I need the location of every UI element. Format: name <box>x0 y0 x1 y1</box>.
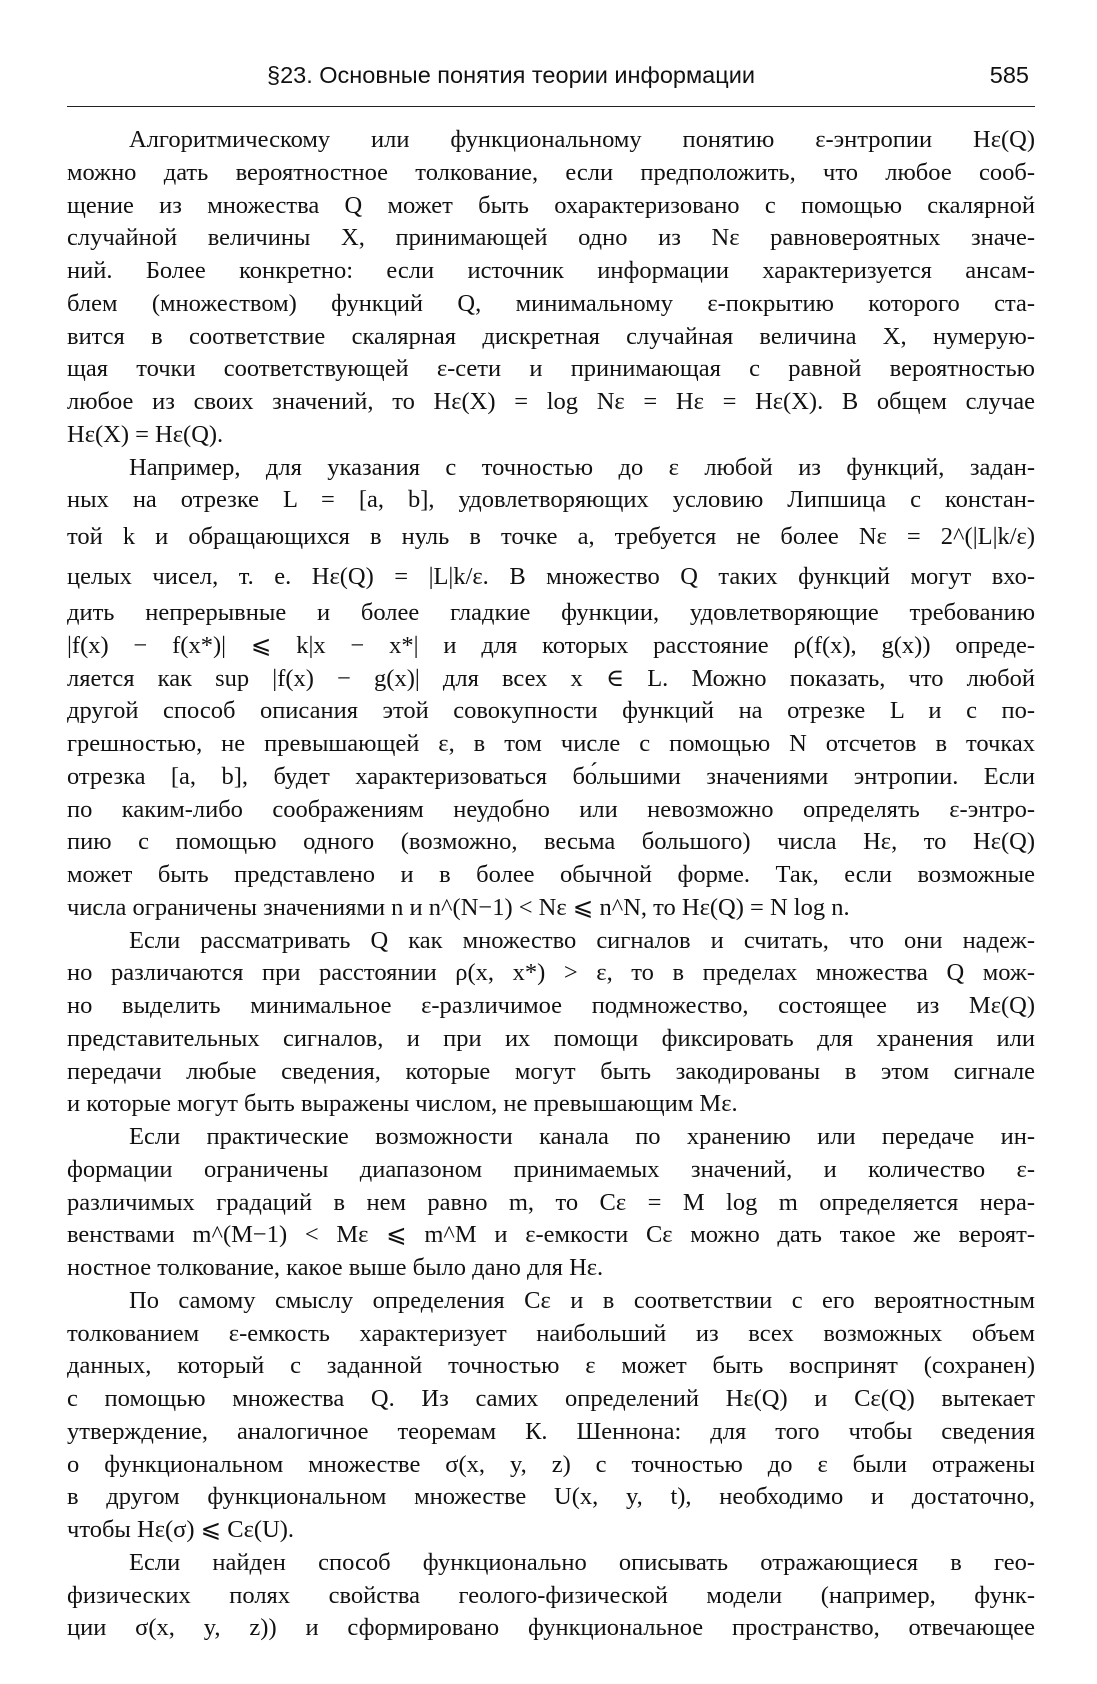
section-title: §23. Основные понятия теории информации <box>267 62 755 88</box>
text-line: другой способ описания этой совокупности функций на отрезке L и с по- <box>67 697 1035 725</box>
text-line: грешностью, не превышающей ε, в том числе с помощью N отсчетов в точках <box>67 730 1035 757</box>
text-line: в другом функциональном множестве U(x, y, t), необходимо и достаточно, <box>67 1483 1035 1511</box>
text-line: ностное толкование, какое выше было дано для Hε. <box>67 1254 604 1281</box>
text-line: о функциональном множестве σ(x, y, z) с точностью до ε были отражены <box>67 1450 1035 1478</box>
text-line: По самому смыслу определения Cε и в соответствии с его вероятностным <box>129 1286 1035 1314</box>
text-line: венствами m^(M−1) < Mε ⩽ m^M и ε-емкости Cε можно дать такое же вероят- <box>67 1221 1035 1249</box>
paragraph <box>67 1121 1035 1285</box>
paragraph <box>67 1547 1035 1645</box>
text-line: щая точки соответствующей ε-сети и принимающая с равной вероятностью <box>67 355 1035 383</box>
running-header <box>67 60 1035 107</box>
text-line: Если найден способ функционально описывать отражающиеся в гео- <box>129 1548 1035 1576</box>
text-line: чтобы Hε(σ) ⩽ Cε(U). <box>67 1516 295 1543</box>
text-line: толкованием ε-емкость характеризует наибольший из всех возможных объем <box>67 1319 1035 1347</box>
text-line: данных, который с заданной точностью ε может быть воспринят (сохранен) <box>67 1352 1035 1380</box>
text-line: целых чисел, т. е. Hε(Q) = |L|k/ε. В множество Q таких функций могут вхо- <box>67 563 1035 590</box>
text-line: можно дать вероятностное толкование, если предположить, что любое сооб- <box>67 158 1035 186</box>
paragraph <box>67 124 1035 452</box>
text-line: Hε(X) = Hε(Q). <box>67 420 224 448</box>
text-line: ции σ(x, y, z)) и сформировано функциональное пространство, отвечающее <box>67 1614 1035 1642</box>
text-line: представительных сигналов, и при их помощи фиксировать для хранения или <box>67 1024 1035 1052</box>
paragraph <box>67 1285 1035 1547</box>
text-line: различимых градаций в нем равно m, то Cε = M log m определяется нера- <box>67 1188 1035 1216</box>
text-line: формации ограничены диапазоном принимаемых значений, и количество ε- <box>67 1155 1035 1183</box>
text-line: случайной величины X, принимающей одно из Nε равновероятных значе- <box>67 224 1035 252</box>
text-line: блем (множеством) функций Q, минимальному ε-покрытию которого ста- <box>67 289 1035 317</box>
main-text <box>67 124 1035 1645</box>
text-line: числа ограничены значениями n и n^(N−1) < Nε ⩽ n^N, то Hε(Q) = N log n. <box>67 893 850 921</box>
text-line: вится в соответствие скалярная дискретная случайная величина X, нумерую- <box>67 322 1035 350</box>
text-line: утверждение, аналогичное теоремам К. Шеннона: для того чтобы сведения <box>67 1417 1035 1445</box>
text-line: и которые могут быть выражены числом, не превышающим Mε. <box>67 1090 738 1118</box>
text-line: щение из множества Q может быть охарактеризовано с помощью скалярной <box>67 191 1035 219</box>
text-line: дить непрерывные и более гладкие функции, удовлетворяющие требованию <box>67 599 1035 626</box>
text-line: с помощью множества Q. Из самих определений Hε(Q) и Cε(Q) вытекает <box>67 1385 1035 1412</box>
text-line: |f(x) − f(x*)| ⩽ k|x − x*| и для которых расстояние ρ(f(x), g(x)) опреде- <box>67 631 1035 659</box>
text-line: Если рассматривать Q как множество сигналов и считать, что они надеж- <box>129 926 1035 954</box>
text-line: Например, для указания с точностью до ε любой из функций, задан- <box>129 453 1035 481</box>
text-line: отрезка [a, b], будет характеризоваться бо́льшими значениями энтропии. Если <box>67 762 1035 790</box>
text-line: Если практические возможности канала по хранению или передаче ин- <box>129 1123 1035 1150</box>
text-line: по каким-либо соображениям неудобно или невозможно определять ε-энтро- <box>67 795 1035 823</box>
paragraph <box>67 925 1035 1122</box>
text-line: ных на отрезке L = [a, b], удовлетворяющих условию Липшица с констан- <box>67 486 1035 514</box>
text-line: ляется как sup |f(x) − g(x)| для всех x ∈ L. Можно показать, что любой <box>67 664 1035 692</box>
text-line: передачи любые сведения, которые могут быть закодированы в этом сигнале <box>67 1057 1035 1085</box>
text-line: может быть представлено и в более обычной форме. Так, если возможные <box>67 861 1035 888</box>
text-line: той k и обращающихся в нуль в точке a, требуется не более Nε = 2^(|L|k/ε) <box>67 523 1035 550</box>
text-line: ний. Более конкретно: если источник информации характеризуется ансам- <box>67 257 1035 284</box>
text-line: но различаются при расстоянии ρ(x, x*) > ε, то в пределах множества Q мож- <box>67 959 1035 987</box>
text-line: физических полях свойства геолого-физической модели (например, функ- <box>67 1581 1035 1609</box>
text-line: но выделить минимальное ε-различимое подмножество, состоящее из Mε(Q) <box>67 992 1035 1019</box>
paragraph <box>67 452 1035 925</box>
text-line: пию с помощью одного (возможно, весьма большого) числа Hε, то Hε(Q) <box>67 828 1035 856</box>
page-number: 585 <box>989 62 1029 88</box>
text-line: любое из своих значений, то Hε(X) = log Nε = Hε = Hε(X). В общем случае <box>67 388 1035 415</box>
text-line: Алгоритмическому или функциональному понятию ε-энтропии Hε(Q) <box>129 126 1035 153</box>
